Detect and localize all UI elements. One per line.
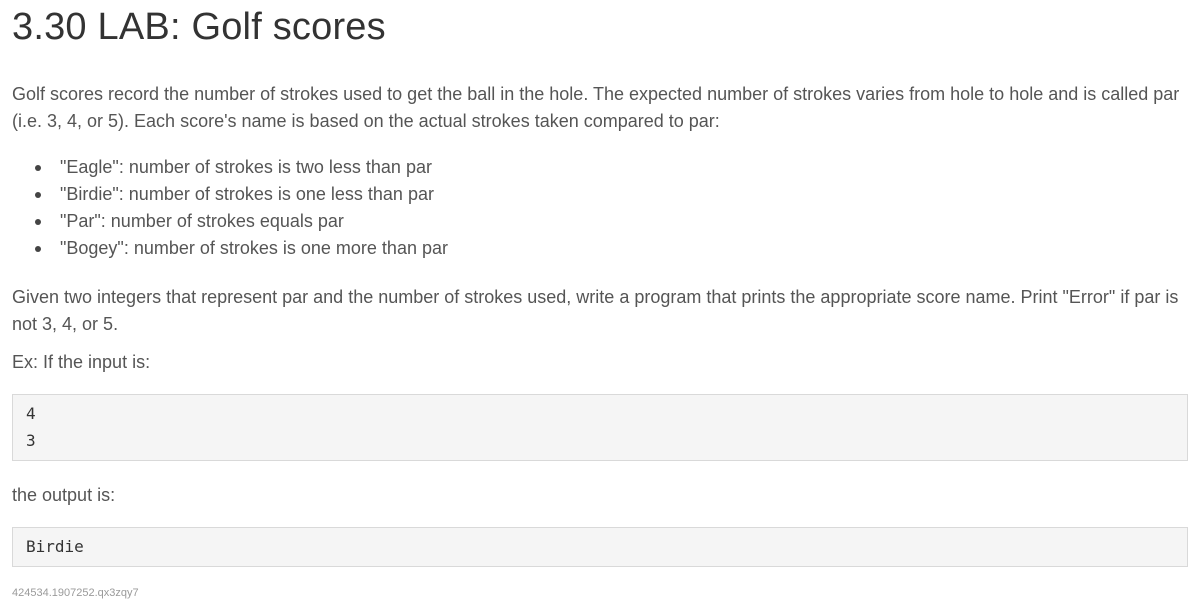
intro-paragraph: Golf scores record the number of strokes used to get the ball in the hole. The expected number of strokes varies from hole to hole and is called par (i.e. 3, 4, or 5). Each score's name is based on the actual strokes taken compared to par: [12,84,1180,131]
example-output-label: the output is: [12,485,116,505]
list-item-eagle: "Eagle": number of strokes is two less than par [60,154,448,181]
example-output-box [12,527,1188,567]
task-paragraph: Given two integers that represent par and the number of strokes used, write a program that prints the appropriate score name. Print "Error" if par is not 3, 4, or 5. [12,287,1179,334]
lab-content [12,0,1188,599]
example-output-line: Birdie [26,537,84,556]
example-input-label: Ex: If the input is: [12,352,151,372]
list-item-birdie: "Birdie": number of strokes is one less than par [60,181,448,208]
lab-id-text: 424534.1907252.qx3zqy7 [12,587,139,599]
example-input-line: 3 [26,431,36,450]
example-input-line: 4 [26,404,36,423]
list-item-par: "Par": number of strokes equals par [60,208,448,235]
page-title: 3.30 LAB: Golf scores [12,6,386,48]
score-names-list [12,154,448,262]
example-input-box [12,394,1188,461]
list-item-bogey: "Bogey": number of strokes is one more than par [60,235,448,262]
